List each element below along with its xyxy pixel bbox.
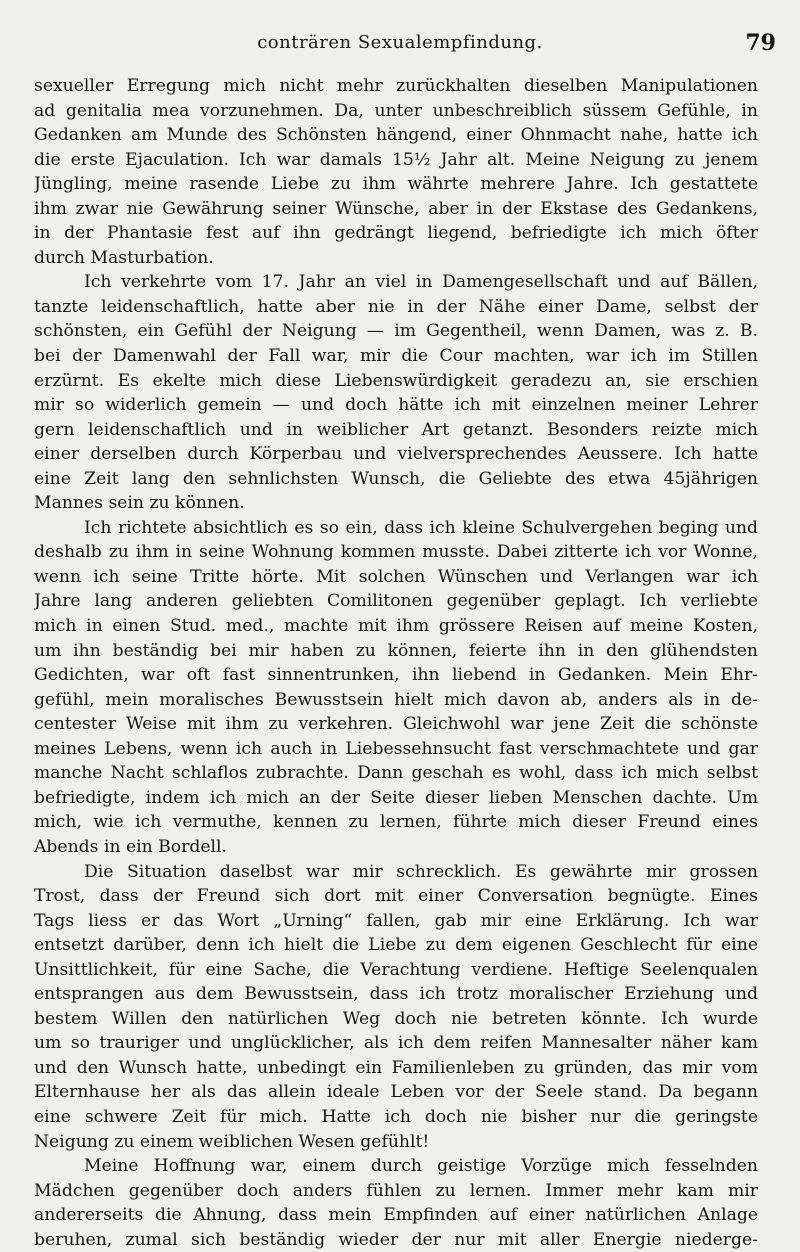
text-line: Die Situation daselbst war mir schrecklich. Es gewährte mir grossen bbox=[84, 861, 758, 882]
text-line: Gedanken am Munde des Schönsten hängend, einer Ohnmacht nahe, hatte ich bbox=[34, 125, 758, 146]
text-line: um ihn beständig bei mir haben zu können, feierte ihn in den glühendsten bbox=[34, 640, 758, 661]
text-line: die erste Ejaculation. Ich war damals 15½ Jahr alt. Meine Neigung zu jenem bbox=[34, 149, 758, 170]
text-line: andererseits die Ahnung, dass mein Empfinden auf einer natürlichen Anlage bbox=[34, 1205, 758, 1226]
text-line: entsetzt darüber, denn ich hielt die Liebe zu dem eigenen Geschlecht für eine bbox=[34, 935, 758, 956]
text-line: bei der Damenwahl der Fall war, mir die Cour machten, war ich im Stillen bbox=[34, 346, 758, 367]
text-line: sexueller Erregung mich nicht mehr zurückhalten dieselben Manipulationen bbox=[34, 76, 758, 96]
text-line: bestem Willen den natürlichen Weg doch nie betreten könnte. Ich wurde bbox=[34, 1008, 758, 1029]
text-line: ihm zwar nie Gewährung seiner Wünsche, aber in der Ekstase des Gedankens, bbox=[34, 198, 758, 219]
text-line: Abends in ein Bordell. bbox=[34, 836, 227, 857]
text-line: deshalb zu ihm in seine Wohnung kommen musste. Dabei zitterte ich vor Wonne, bbox=[34, 542, 758, 563]
text-line: Ich verkehrte vom 17. Jahr an viel in Damengesellschaft und auf Bällen, bbox=[84, 272, 758, 293]
text-line: beruhen, zumal sich beständig wieder der nur mit aller Energie niederge- bbox=[34, 1229, 758, 1250]
text-line: schönsten, ein Gefühl der Neigung — im Gegentheil, wenn Damen, was z. B. bbox=[34, 321, 758, 342]
text-line: durch Masturbation. bbox=[34, 247, 214, 268]
text-line: gern leidenschaftlich und in weiblicher Art getanzt. Besonders reizte mich bbox=[34, 419, 758, 440]
running-header bbox=[0, 30, 800, 60]
text-line: eine Zeit lang den sehnlichsten Wunsch, die Geliebte des etwa 45jährigen bbox=[34, 468, 758, 489]
text-line: Mannes sein zu können. bbox=[34, 493, 245, 514]
text-line: eine schwere Zeit für mich. Hatte ich doch nie bisher nur die geringste bbox=[34, 1106, 758, 1127]
text-line: Tags liess er das Wort „Urning“ fallen, gab mir eine Erklärung. Ich war bbox=[34, 910, 758, 931]
text-line: Jüngling, meine rasende Liebe zu ihm währte mehrere Jahre. Ich gestattete bbox=[34, 174, 758, 195]
text-line: befriedigte, indem ich mich an der Seite dieser lieben Menschen dachte. Um bbox=[34, 787, 758, 808]
text-line: in der Phantasie fest auf ihn gedrängt liegend, befriedigte ich mich öfter bbox=[34, 223, 758, 244]
text-line: gefühl, mein moralisches Bewusstsein hielt mich davon ab, anders als in de- bbox=[34, 689, 758, 710]
text-line: mir so widerlich gemein — und doch hätte ich mit einzelnen meiner Lehrer bbox=[34, 395, 758, 416]
text-line: meines Lebens, wenn ich auch in Liebessehnsucht fast verschmachtete und gar bbox=[34, 738, 758, 759]
text-line: tanzte leidenschaftlich, hatte aber nie in der Nähe einer Dame, selbst der bbox=[34, 296, 758, 317]
text-line: mich, wie ich vermuthe, kennen zu lernen, führte mich dieser Freund eines bbox=[34, 812, 758, 833]
page-number: 79 bbox=[745, 30, 776, 56]
text-line: entsprangen aus dem Bewusstsein, dass ich trotz moralischer Erziehung und bbox=[34, 984, 758, 1005]
text-line: Unsittlichkeit, für eine Sache, die Verachtung verdiene. Heftige Seelenqualen bbox=[34, 959, 758, 980]
text-line: um so trauriger und unglücklicher, als ich dem reifen Mannesalter näher kam bbox=[34, 1033, 758, 1054]
text-line: mich in einen Stud. med., machte mit ihm grössere Reisen auf meine Kosten, bbox=[34, 616, 758, 637]
text-line: erzürnt. Es ekelte mich diese Liebenswürdigkeit geradezu an, sie erschien bbox=[34, 370, 758, 391]
text-line: wenn ich seine Tritte hörte. Mit solchen Wünschen und Verlangen war ich bbox=[34, 566, 758, 587]
text-line: Ich richtete absichtlich es so ein, dass ich kleine Schulvergehen beging und bbox=[84, 517, 758, 538]
text-line: Neigung zu einem weiblichen Wesen gefühlt! bbox=[34, 1131, 430, 1152]
text-line: und den Wunsch hatte, unbedingt ein Familienleben zu gründen, das mir vom bbox=[34, 1057, 758, 1078]
text-line: Mädchen gegenüber doch anders fühlen zu lernen. Immer mehr kam mir bbox=[34, 1180, 758, 1201]
body-text bbox=[34, 74, 758, 1252]
text-line: Gedichten, war oft fast sinnentrunken, ihn liebend in Gedanken. Mein Ehr- bbox=[34, 665, 758, 686]
text-line: ad genitalia mea vorzunehmen. Da, unter unbeschreiblich süssem Gefühle, in bbox=[34, 100, 758, 121]
text-line: Jahre lang anderen geliebten Comilitonen gegenüber geplagt. Ich verliebte bbox=[34, 591, 758, 612]
text-line: einer derselben durch Körperbau und vielversprechendes Aeussere. Ich hatte bbox=[34, 444, 758, 465]
text-line: Elternhause her als das allein ideale Leben vor der Seele stand. Da begann bbox=[34, 1082, 758, 1103]
text-line: manche Nacht schlaflos zubrachte. Dann geschah es wohl, dass ich mich selbst bbox=[34, 763, 758, 784]
text-line: Trost, dass der Freund sich dort mit einer Conversation begnügte. Eines bbox=[34, 886, 758, 907]
text-line: Meine Hoffnung war, einem durch geistige Vorzüge mich fesselnden bbox=[84, 1156, 758, 1177]
running-title: conträren Sexualempfindung. bbox=[257, 32, 543, 53]
text-line: centester Weise mit ihm zu verkehren. Gleichwohl war jene Zeit die schönste bbox=[34, 714, 758, 735]
